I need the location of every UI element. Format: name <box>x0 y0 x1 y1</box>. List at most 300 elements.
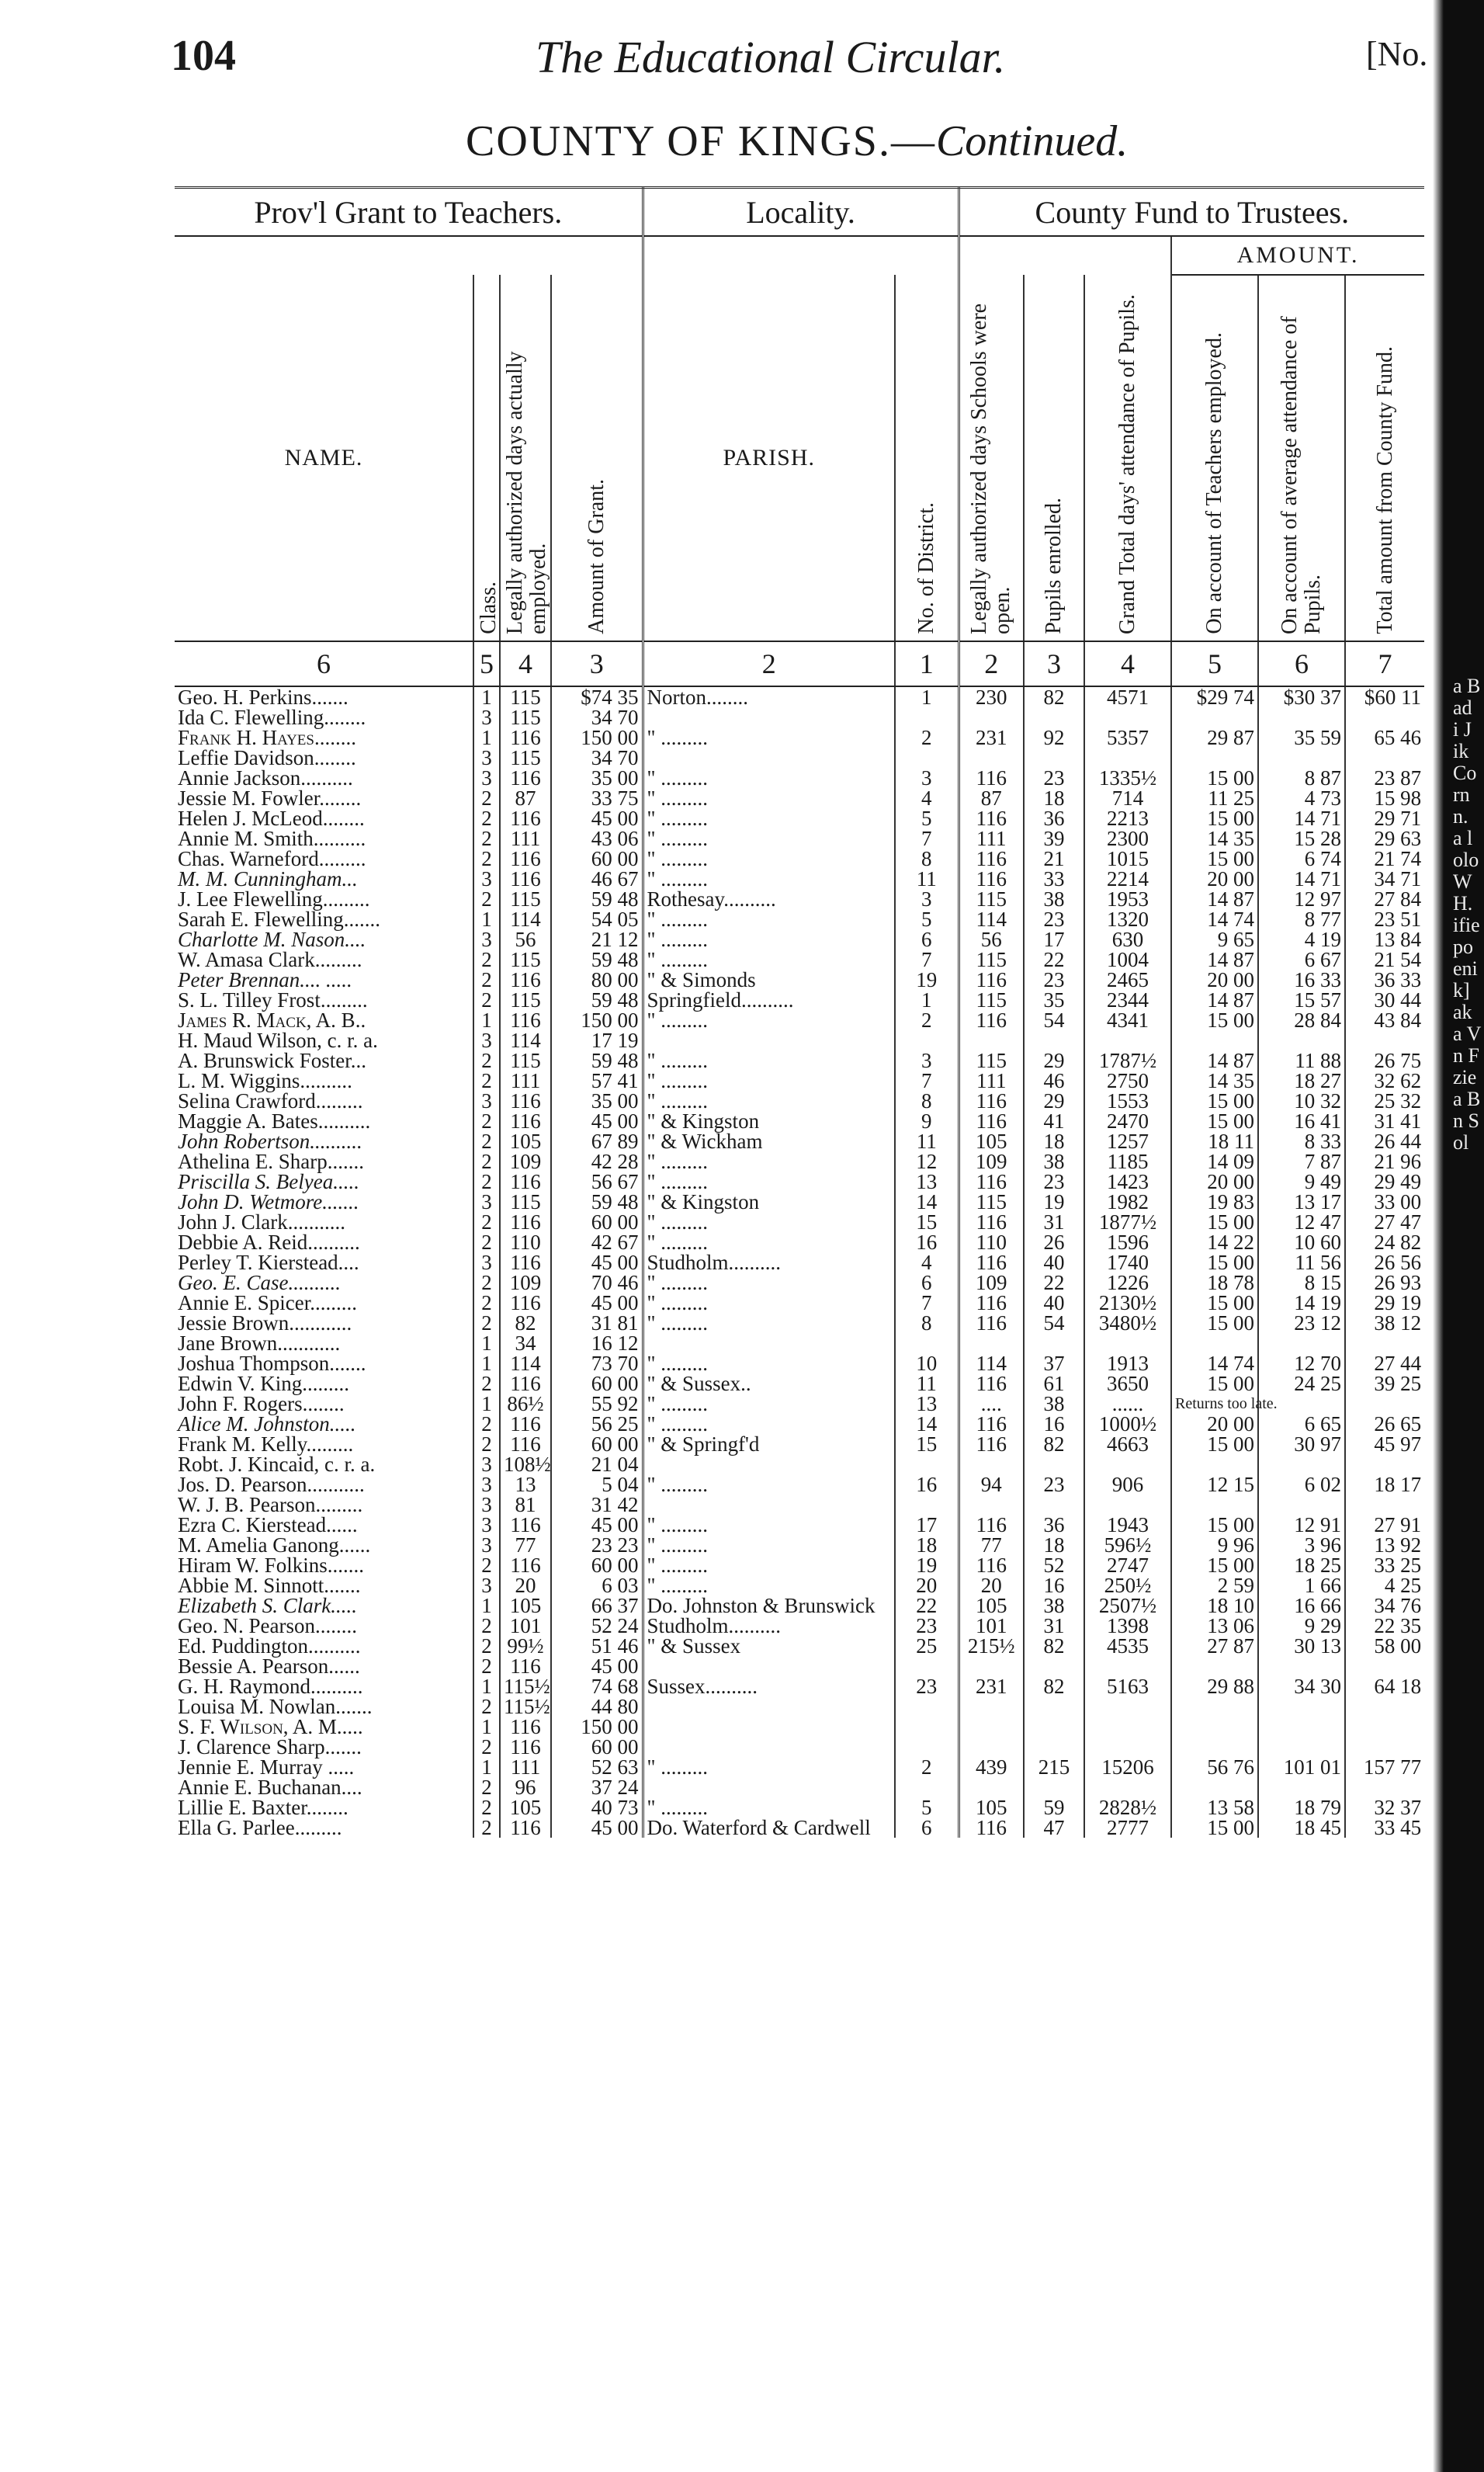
group-prov-grant: Prov'l Grant to Teachers. <box>175 188 643 237</box>
average-amount: 11 56 <box>1258 1252 1345 1272</box>
days-open-value: 116 <box>959 1414 1024 1434</box>
class-value: 2 <box>473 1797 500 1818</box>
grant-amount: 60 00 <box>551 1212 643 1232</box>
side-fragment: H. <box>1453 892 1473 915</box>
teacher-name: Leffie Davidson........ <box>175 748 473 768</box>
table-row <box>175 1474 1424 1495</box>
average-amount: 24 25 <box>1258 1373 1345 1394</box>
total-amount: 23 51 <box>1374 908 1422 931</box>
col-number: 6 <box>1258 641 1345 686</box>
class-value: 3 <box>473 869 500 889</box>
district-number <box>895 748 959 768</box>
side-fragment: W <box>1453 870 1472 893</box>
days-employed-value: 20 <box>500 1575 551 1595</box>
parish-name: " ......... <box>643 1293 895 1313</box>
district-number: 5 <box>895 808 959 828</box>
average-amount: 8 87 <box>1258 768 1345 788</box>
grant-amount: 74 68 <box>551 1676 643 1696</box>
grant-amount: 44 80 <box>551 1696 643 1717</box>
grant-amount: 59 48 <box>551 1050 643 1071</box>
pupils-enrolled <box>1024 748 1084 768</box>
days-open-value: 114 <box>959 1353 1024 1373</box>
days-employed-value: 99½ <box>500 1636 551 1656</box>
grant-amount: 5 04 <box>551 1474 643 1495</box>
teacher-name: Frank M. Kelly......... <box>175 1434 473 1454</box>
attendance-total: 1335½ <box>1084 768 1171 788</box>
col-header-on-teachers: On account of Teachers employed. <box>1171 275 1258 641</box>
table-row <box>175 1050 1424 1071</box>
average-amount: 16 66 <box>1258 1595 1345 1616</box>
district-number: 16 <box>895 1474 959 1495</box>
class-value: 3 <box>473 1192 500 1212</box>
teacher-name: Annie Jackson.......... <box>175 768 473 788</box>
average-amount: 10 60 <box>1258 1232 1345 1252</box>
average-amount <box>1258 1454 1345 1474</box>
table-row <box>175 1212 1424 1232</box>
table-row <box>175 869 1424 889</box>
total-amount <box>1345 1777 1424 1797</box>
pupils-enrolled: 18 <box>1024 1131 1084 1151</box>
grant-amount: 43 06 <box>551 828 643 849</box>
days-employed-value: 110 <box>500 1232 551 1252</box>
average-amount: 8 15 <box>1258 1272 1345 1293</box>
average-amount: 6 65 <box>1258 1414 1345 1434</box>
teachers-amount: 14 87 <box>1171 1050 1258 1071</box>
grant-amount: 17 19 <box>551 1030 643 1050</box>
days-employed-value: 114 <box>500 909 551 929</box>
table-row <box>175 1515 1424 1535</box>
days-employed-value: 81 <box>500 1495 551 1515</box>
attendance-total: 2507½ <box>1084 1595 1171 1616</box>
table-row <box>175 1151 1424 1172</box>
teacher-name: Ed. Puddington.......... <box>175 1636 473 1656</box>
days-employed-value: 108½ <box>500 1454 551 1474</box>
class-value: 2 <box>473 849 500 869</box>
table-row <box>175 1111 1424 1131</box>
parish-name: " ......... <box>643 828 895 849</box>
days-open-value <box>959 1495 1024 1515</box>
days-open-value: .... <box>959 1394 1024 1414</box>
pupils-enrolled <box>1024 1333 1084 1353</box>
class-value: 2 <box>473 1414 500 1434</box>
parish-name: " ......... <box>643 1071 895 1091</box>
col-header-days-employed: Legally authorized days actually employed. <box>500 275 551 641</box>
days-open-value: 116 <box>959 1172 1024 1192</box>
teacher-name: Sarah E. Flewelling....... <box>175 909 473 929</box>
grant-amount: 59 48 <box>551 1192 643 1212</box>
days-open-value <box>959 1454 1024 1474</box>
days-open-value: 116 <box>959 1373 1024 1394</box>
district-number <box>895 707 959 727</box>
parish-name: " ......... <box>643 1353 895 1373</box>
teacher-name: W. J. B. Pearson......... <box>175 1495 473 1515</box>
attendance-total: 2213 <box>1084 808 1171 828</box>
teachers-amount: 20 00 <box>1171 1414 1258 1434</box>
teachers-amount: 15 00 <box>1171 1293 1258 1313</box>
grant-amount: 46 67 <box>551 869 643 889</box>
side-fragment: a B <box>1453 675 1481 697</box>
teacher-name: Ella G. Parlee......... <box>175 1818 473 1838</box>
total-amount: 64 18 <box>1374 1675 1422 1698</box>
attendance-total: 4663 <box>1084 1434 1171 1454</box>
pupils-enrolled: 23 <box>1024 1474 1084 1495</box>
adjacent-page-fragments <box>1453 675 1484 1154</box>
average-amount: 14 19 <box>1258 1293 1345 1313</box>
average-amount: 12 70 <box>1258 1353 1345 1373</box>
days-employed-value: 115 <box>500 707 551 727</box>
pupils-enrolled: 47 <box>1024 1818 1084 1838</box>
days-employed-value: 13 <box>500 1474 551 1495</box>
teacher-name: Abbie M. Sinnott....... <box>175 1575 473 1595</box>
class-value: 2 <box>473 1737 500 1757</box>
days-employed-value: 109 <box>500 1272 551 1293</box>
district-number: 12 <box>895 1151 959 1172</box>
parish-name <box>643 1030 895 1050</box>
average-amount <box>1258 1737 1345 1757</box>
district-number: 6 <box>895 929 959 950</box>
grant-amount: 52 24 <box>551 1616 643 1636</box>
days-employed-value: 82 <box>500 1313 551 1333</box>
attendance-total: 1015 <box>1084 849 1171 869</box>
table-row <box>175 1232 1424 1252</box>
days-employed-value: 96 <box>500 1777 551 1797</box>
teacher-name: Jennie E. Murray ..... <box>175 1757 473 1777</box>
class-value: 2 <box>473 1818 500 1838</box>
pupils-enrolled <box>1024 707 1084 727</box>
days-employed-value: 114 <box>500 1030 551 1050</box>
average-amount: 6 74 <box>1258 849 1345 869</box>
page-number: 104 <box>171 32 236 80</box>
average-amount: 7 87 <box>1258 1151 1345 1172</box>
days-open-value <box>959 748 1024 768</box>
class-value: 3 <box>473 1575 500 1595</box>
grant-amount: 52 63 <box>551 1757 643 1777</box>
total-amount: $60 11 <box>1364 686 1422 709</box>
grant-amount: 42 67 <box>551 1232 643 1252</box>
class-value: 1 <box>473 1676 500 1696</box>
days-open-value: 20 <box>959 1575 1024 1595</box>
average-amount: 101 01 <box>1258 1757 1345 1777</box>
total-amount: 32 62 <box>1374 1069 1422 1092</box>
table-row <box>175 1535 1424 1555</box>
parish-name: " ......... <box>643 929 895 950</box>
parish-name: " ......... <box>643 909 895 929</box>
table-row <box>175 686 1424 707</box>
total-amount: 36 33 <box>1374 968 1422 991</box>
parish-name: " ......... <box>643 1555 895 1575</box>
teachers-amount <box>1171 707 1258 727</box>
total-amount <box>1345 707 1424 727</box>
table-row <box>175 1616 1424 1636</box>
pupils-enrolled: 82 <box>1024 1676 1084 1696</box>
district-number: 6 <box>895 1272 959 1293</box>
days-employed-value: 116 <box>500 1555 551 1575</box>
district-number: 13 <box>895 1394 959 1414</box>
class-value: 3 <box>473 748 500 768</box>
pupils-enrolled <box>1024 1737 1084 1757</box>
days-employed-value: 115 <box>500 748 551 768</box>
days-employed-value: 116 <box>500 1111 551 1131</box>
pupils-enrolled: 26 <box>1024 1232 1084 1252</box>
attendance-total: 1877½ <box>1084 1212 1171 1232</box>
average-amount <box>1258 1777 1345 1797</box>
teacher-name: Hiram W. Folkins....... <box>175 1555 473 1575</box>
attendance-total: 2470 <box>1084 1111 1171 1131</box>
grant-amount: 60 00 <box>551 849 643 869</box>
attendance-total: 1943 <box>1084 1515 1171 1535</box>
class-value: 3 <box>473 1535 500 1555</box>
total-amount: 27 91 <box>1374 1513 1422 1536</box>
grant-amount: 60 00 <box>551 1555 643 1575</box>
class-value: 2 <box>473 1272 500 1293</box>
parish-name: " ......... <box>643 849 895 869</box>
days-open-value: 111 <box>959 828 1024 849</box>
days-open-value: 116 <box>959 1111 1024 1131</box>
total-amount: 33 25 <box>1374 1554 1422 1577</box>
teacher-name: Geo. E. Case.......... <box>175 1272 473 1293</box>
attendance-total: 630 <box>1084 929 1171 950</box>
parish-name: " & Simonds <box>643 970 895 990</box>
average-amount: 15 28 <box>1258 828 1345 849</box>
days-open-value: 109 <box>959 1151 1024 1172</box>
days-employed-value: 116 <box>500 1434 551 1454</box>
total-amount: 39 25 <box>1374 1372 1422 1395</box>
days-employed-value: 115½ <box>500 1696 551 1717</box>
pupils-enrolled: 35 <box>1024 990 1084 1010</box>
days-employed-value: 111 <box>500 1071 551 1091</box>
parish-name: " ......... <box>643 950 895 970</box>
amount-header-row <box>175 236 1424 275</box>
pupils-enrolled <box>1024 1717 1084 1737</box>
column-number-row <box>175 641 1424 686</box>
table-row <box>175 1071 1424 1091</box>
col-number: 6 <box>175 641 473 686</box>
pupils-enrolled: 31 <box>1024 1212 1084 1232</box>
attendance-total <box>1084 1656 1171 1676</box>
total-amount: 21 96 <box>1374 1150 1422 1173</box>
district-number: 25 <box>895 1636 959 1656</box>
teacher-name: Joshua Thompson....... <box>175 1353 473 1373</box>
table-row <box>175 1353 1424 1373</box>
col-number: 5 <box>1171 641 1258 686</box>
parish-name: " ......... <box>643 727 895 748</box>
attendance-total: 1596 <box>1084 1232 1171 1252</box>
grant-amount: 34 70 <box>551 707 643 727</box>
average-amount: 10 32 <box>1258 1091 1345 1111</box>
teacher-name: S. L. Tilley Frost......... <box>175 990 473 1010</box>
attendance-total: 4571 <box>1084 686 1171 707</box>
pupils-enrolled: 38 <box>1024 1595 1084 1616</box>
grant-amount: 59 48 <box>551 990 643 1010</box>
parish-name: " ......... <box>643 1232 895 1252</box>
parish-name: " ......... <box>643 1272 895 1293</box>
attendance-total: 2130½ <box>1084 1293 1171 1313</box>
attendance-total: 2777 <box>1084 1818 1171 1838</box>
district-number: 20 <box>895 1575 959 1595</box>
teachers-amount: 14 87 <box>1171 889 1258 909</box>
days-open-value: 105 <box>959 1131 1024 1151</box>
attendance-total: 1982 <box>1084 1192 1171 1212</box>
class-value: 3 <box>473 768 500 788</box>
district-number: 2 <box>895 1010 959 1030</box>
total-amount <box>1345 1030 1424 1050</box>
days-employed-value: 116 <box>500 808 551 828</box>
class-value: 2 <box>473 1616 500 1636</box>
days-open-value: 116 <box>959 1434 1024 1454</box>
pupils-enrolled: 40 <box>1024 1293 1084 1313</box>
teachers-amount: 15 00 <box>1171 1373 1258 1394</box>
table-row <box>175 1676 1424 1696</box>
teachers-amount: 56 76 <box>1171 1757 1258 1777</box>
total-amount: 33 00 <box>1374 1190 1422 1213</box>
teacher-name: W. Amasa Clark......... <box>175 950 473 970</box>
grant-amount: 45 00 <box>551 1515 643 1535</box>
attendance-total: 1423 <box>1084 1172 1171 1192</box>
days-employed-value: 116 <box>500 1717 551 1737</box>
days-open-value: 114 <box>959 909 1024 929</box>
days-open-value: 111 <box>959 1071 1024 1091</box>
pupils-enrolled: 61 <box>1024 1373 1084 1394</box>
col-number: 2 <box>643 641 895 686</box>
days-employed-value: 116 <box>500 727 551 748</box>
parish-name: Studholm.......... <box>643 1252 895 1272</box>
total-amount: 29 19 <box>1374 1291 1422 1314</box>
class-value: 2 <box>473 1071 500 1091</box>
grant-amount: 35 00 <box>551 768 643 788</box>
side-fragment: a l <box>1453 827 1473 849</box>
grant-amount: 51 46 <box>551 1636 643 1656</box>
parish-name: Studholm.......... <box>643 1616 895 1636</box>
table-row <box>175 1272 1424 1293</box>
pupils-enrolled: 36 <box>1024 808 1084 828</box>
class-value: 2 <box>473 1696 500 1717</box>
table-row <box>175 889 1424 909</box>
district-number: 11 <box>895 869 959 889</box>
teachers-amount <box>1171 1333 1258 1353</box>
grant-amount: 45 00 <box>551 1656 643 1676</box>
col-number: 4 <box>1084 641 1171 686</box>
table-row <box>175 1010 1424 1030</box>
grant-amount: 45 00 <box>551 1293 643 1313</box>
class-value: 1 <box>473 1757 500 1777</box>
days-open-value <box>959 1656 1024 1676</box>
table-row <box>175 1131 1424 1151</box>
teacher-name: Alice M. Johnston..... <box>175 1414 473 1434</box>
days-employed-value: 116 <box>500 849 551 869</box>
side-fragment: olo <box>1453 849 1479 871</box>
teachers-amount: 14 74 <box>1171 909 1258 929</box>
pupils-enrolled: 38 <box>1024 1151 1084 1172</box>
district-number: 18 <box>895 1535 959 1555</box>
table-row <box>175 1495 1424 1515</box>
table-row <box>175 1797 1424 1818</box>
pupils-enrolled <box>1024 1656 1084 1676</box>
table-row <box>175 970 1424 990</box>
table-row <box>175 909 1424 929</box>
grant-amount: 35 00 <box>551 1091 643 1111</box>
grant-amount: 31 42 <box>551 1495 643 1515</box>
total-amount: 21 74 <box>1374 847 1422 870</box>
average-amount: 9 29 <box>1258 1616 1345 1636</box>
district-number <box>895 1656 959 1676</box>
district-number: 3 <box>895 1050 959 1071</box>
teacher-name: A. Brunswick Foster... <box>175 1050 473 1071</box>
class-value: 3 <box>473 707 500 727</box>
teachers-amount: 2 59 <box>1171 1575 1258 1595</box>
teachers-amount: 13 06 <box>1171 1616 1258 1636</box>
teacher-name: Bessie A. Pearson...... <box>175 1656 473 1676</box>
days-open-value: 116 <box>959 1091 1024 1111</box>
attendance-total: 1185 <box>1084 1151 1171 1172</box>
teacher-name: M. M. Cunningham... <box>175 869 473 889</box>
grant-amount: 54 05 <box>551 909 643 929</box>
table-row <box>175 1252 1424 1272</box>
teacher-name: Annie M. Smith.......... <box>175 828 473 849</box>
days-open-value: 116 <box>959 849 1024 869</box>
teachers-amount: Returns too late. <box>1171 1394 1258 1414</box>
total-amount <box>1345 1737 1424 1757</box>
attendance-total: 1953 <box>1084 889 1171 909</box>
grant-amount: 21 12 <box>551 929 643 950</box>
teacher-name: Elizabeth S. Clark..... <box>175 1595 473 1616</box>
class-value: 2 <box>473 1434 500 1454</box>
district-number: 1 <box>895 686 959 707</box>
average-amount: 14 71 <box>1258 808 1345 828</box>
parish-name: " ......... <box>643 808 895 828</box>
grant-amount: 67 89 <box>551 1131 643 1151</box>
class-value: 2 <box>473 970 500 990</box>
pupils-enrolled: 18 <box>1024 788 1084 808</box>
days-employed-value: 116 <box>500 1091 551 1111</box>
issue-reference: [No. <box>1366 35 1428 73</box>
total-amount: 29 71 <box>1374 807 1422 830</box>
grant-amount: $74 35 <box>551 686 643 707</box>
teachers-amount: 18 11 <box>1171 1131 1258 1151</box>
average-amount: 28 84 <box>1258 1010 1345 1030</box>
days-open-value: 105 <box>959 1595 1024 1616</box>
class-value: 2 <box>473 788 500 808</box>
average-amount <box>1258 1656 1345 1676</box>
teacher-name: J. Lee Flewelling......... <box>175 889 473 909</box>
district-number: 4 <box>895 788 959 808</box>
total-amount: 26 44 <box>1374 1130 1422 1153</box>
days-open-value: 231 <box>959 727 1024 748</box>
table-row <box>175 1454 1424 1474</box>
pupils-enrolled: 29 <box>1024 1091 1084 1111</box>
teachers-amount <box>1171 1454 1258 1474</box>
teacher-name: Edwin V. King......... <box>175 1373 473 1394</box>
district-number: 7 <box>895 950 959 970</box>
pupils-enrolled: 23 <box>1024 768 1084 788</box>
teachers-amount: 12 15 <box>1171 1474 1258 1495</box>
attendance-total <box>1084 1696 1171 1717</box>
pupils-enrolled: 38 <box>1024 889 1084 909</box>
total-amount: 13 92 <box>1374 1533 1422 1557</box>
attendance-total: 3480½ <box>1084 1313 1171 1333</box>
attendance-total: 906 <box>1084 1474 1171 1495</box>
average-amount: 12 91 <box>1258 1515 1345 1535</box>
teachers-amount: 14 74 <box>1171 1353 1258 1373</box>
pupils-enrolled: 23 <box>1024 970 1084 990</box>
col-header-parish: PARISH. <box>643 275 895 641</box>
total-amount <box>1345 748 1424 768</box>
days-open-value: 439 <box>959 1757 1024 1777</box>
grant-amount: 66 37 <box>551 1595 643 1616</box>
attendance-total <box>1084 1777 1171 1797</box>
total-amount: 4 25 <box>1384 1574 1422 1597</box>
table-row <box>175 788 1424 808</box>
table-row <box>175 828 1424 849</box>
